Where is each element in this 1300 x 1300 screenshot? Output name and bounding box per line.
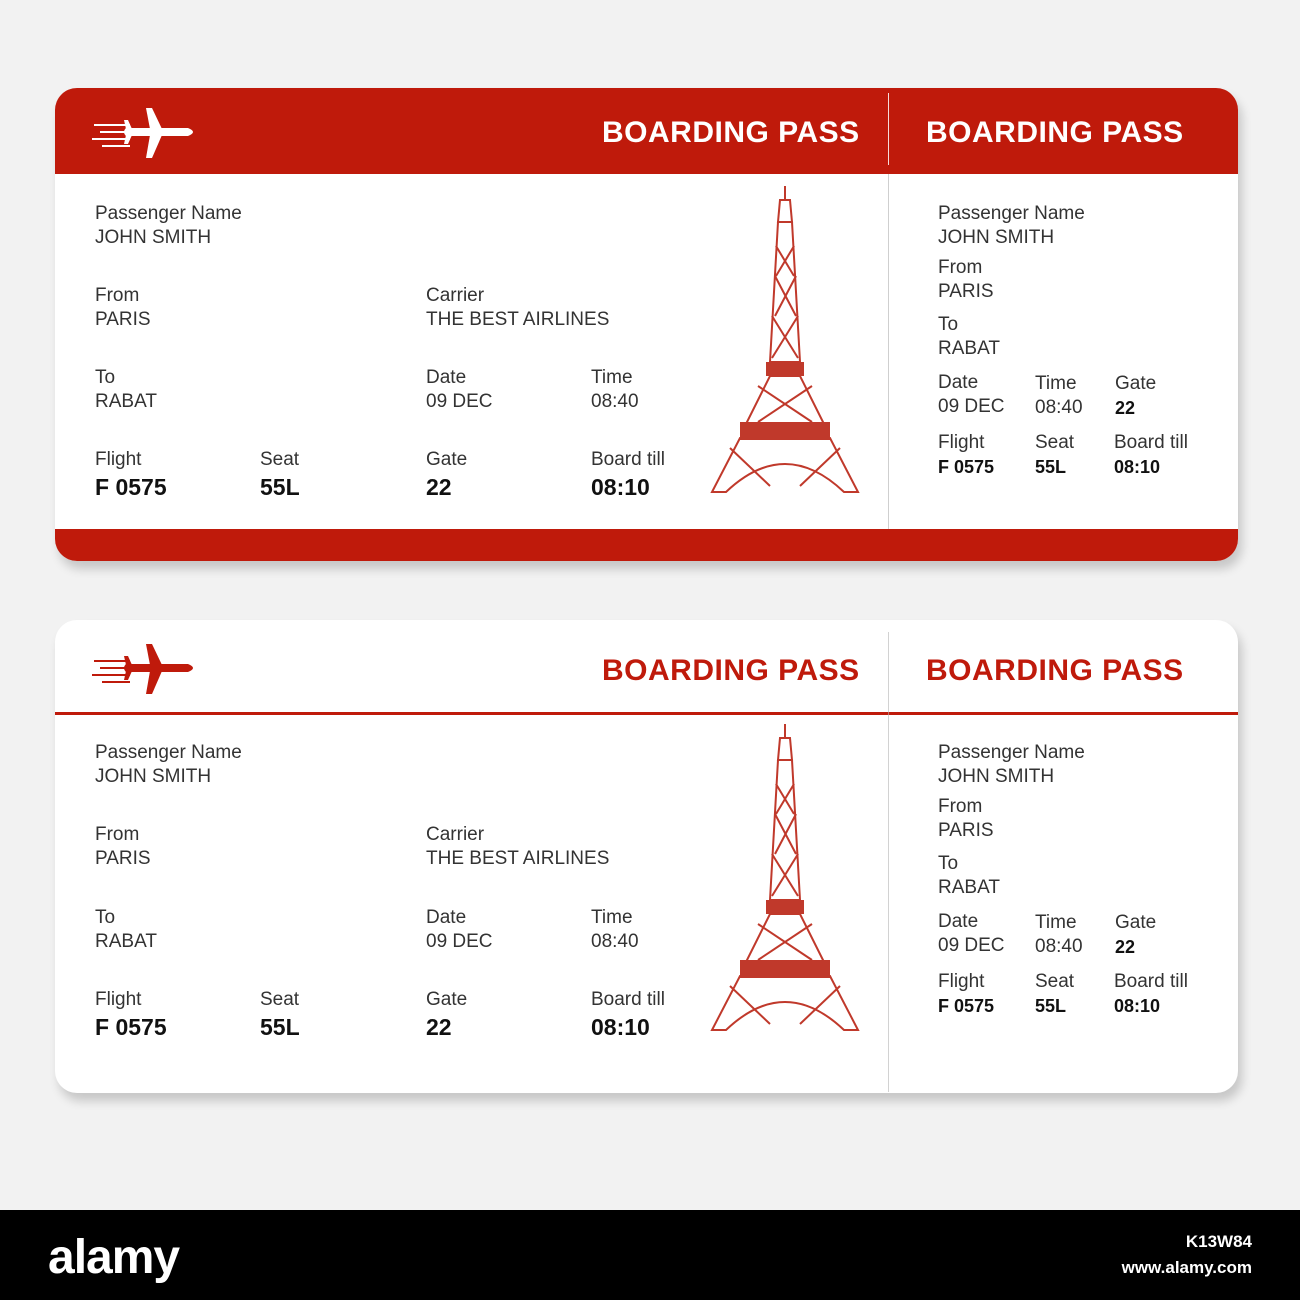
- stub-from-label: From: [938, 796, 983, 817]
- stub-time-value: 08:40: [1035, 397, 1083, 418]
- stub-to-label: To: [938, 853, 959, 874]
- date-value: 09 DEC: [426, 931, 493, 952]
- to-value: RABAT: [95, 391, 157, 412]
- flight-value: F 0575: [95, 1014, 167, 1040]
- stub-from-field: [938, 256, 994, 304]
- carrier-value: THE BEST AIRLINES: [426, 309, 610, 330]
- from-field: [95, 823, 151, 871]
- stub-passenger-value: JOHN SMITH: [938, 227, 1055, 248]
- date-field: [426, 366, 493, 414]
- stub-date-value: 09 DEC: [938, 396, 1005, 417]
- stub-flight-label: Flight: [938, 971, 985, 992]
- stub-passenger-field: [938, 741, 1085, 789]
- stub-date-field: [938, 910, 1005, 958]
- image-id: K13W84: [1185, 1232, 1252, 1251]
- carrier-label: Carrier: [426, 824, 485, 845]
- boarding-pass-red: [55, 88, 1238, 561]
- stub-passenger-label: Passenger Name: [938, 203, 1085, 224]
- stub-seat-label: Seat: [1035, 432, 1075, 453]
- time-label: Time: [591, 367, 633, 388]
- stub-date-field: [938, 371, 1005, 419]
- gate-field: [426, 988, 467, 1042]
- to-field: [95, 906, 157, 954]
- stub-seat-value: 55L: [1035, 457, 1067, 477]
- carrier-value: THE BEST AIRLINES: [426, 848, 610, 869]
- gate-field: [426, 448, 467, 502]
- stub-to-label: To: [938, 314, 959, 335]
- gate-value: 22: [426, 1014, 452, 1040]
- passenger-value: JOHN SMITH: [95, 766, 212, 787]
- stub-time-label: Time: [1035, 373, 1077, 394]
- carrier-field: [426, 284, 609, 332]
- stub-passenger-value: JOHN SMITH: [938, 766, 1055, 787]
- board-till-field: [591, 448, 665, 502]
- passenger-field: [95, 202, 242, 250]
- time-value: 08:40: [591, 931, 639, 952]
- stub-board-till-field: [1114, 970, 1188, 1018]
- board-till-label: Board till: [591, 449, 665, 470]
- stub-gate-label: Gate: [1115, 373, 1157, 394]
- passenger-field: [95, 741, 242, 789]
- eiffel-tower-icon: [710, 186, 860, 498]
- plane-icon: [90, 98, 200, 168]
- flight-field: [95, 448, 167, 502]
- stub-from-value: PARIS: [938, 281, 994, 302]
- eiffel-tower-icon: [710, 724, 860, 1036]
- from-label: From: [95, 824, 140, 845]
- to-field: [95, 366, 157, 414]
- boarding-pass-stub-title: BOARDING PASS: [926, 116, 1184, 149]
- stub-seat-field: [1035, 431, 1074, 479]
- stub-to-value: RABAT: [938, 338, 1000, 359]
- stub-flight-field: [938, 431, 994, 479]
- stub-board-till-value: 08:10: [1114, 457, 1161, 477]
- stub-board-till-label: Board till: [1114, 971, 1188, 992]
- stub-gate-value: 22: [1115, 937, 1136, 957]
- boarding-pass-title: BOARDING PASS: [602, 654, 860, 687]
- seat-value: 55L: [260, 1014, 300, 1040]
- board-till-value: 08:10: [591, 1014, 650, 1040]
- stub-to-field: [938, 852, 1000, 900]
- stub-board-till-label: Board till: [1114, 432, 1188, 453]
- time-label: Time: [591, 907, 633, 928]
- gate-value: 22: [426, 474, 452, 500]
- date-label: Date: [426, 907, 467, 928]
- carrier-field: [426, 823, 609, 871]
- stub-flight-value: F 0575: [938, 457, 995, 477]
- alamy-logo: alamy: [48, 1231, 180, 1284]
- board-till-value: 08:10: [591, 474, 650, 500]
- to-label: To: [95, 367, 116, 388]
- stub-divider-header: [888, 93, 889, 165]
- time-field: [591, 906, 639, 954]
- ticket-header-line: [55, 712, 1238, 715]
- passenger-label: Passenger Name: [95, 742, 242, 763]
- flight-value: F 0575: [95, 474, 167, 500]
- date-field: [426, 906, 493, 954]
- passenger-value: JOHN SMITH: [95, 227, 212, 248]
- from-value: PARIS: [95, 309, 151, 330]
- stub-passenger-field: [938, 202, 1085, 250]
- stub-board-till-value: 08:10: [1114, 996, 1161, 1016]
- stub-board-till-field: [1114, 431, 1188, 479]
- stub-seat-label: Seat: [1035, 971, 1075, 992]
- stub-time-value: 08:40: [1035, 936, 1083, 957]
- stub-flight-label: Flight: [938, 432, 985, 453]
- stub-time-label: Time: [1035, 912, 1077, 933]
- from-field: [95, 284, 151, 332]
- flight-label: Flight: [95, 449, 142, 470]
- stub-gate-value: 22: [1115, 398, 1136, 418]
- seat-label: Seat: [260, 989, 300, 1010]
- ticket-footer-bar: [55, 529, 1238, 561]
- boarding-pass-stub-title: BOARDING PASS: [926, 654, 1184, 687]
- from-label: From: [95, 285, 140, 306]
- stub-seat-field: [1035, 970, 1074, 1018]
- stub-date-label: Date: [938, 911, 979, 932]
- stub-gate-label: Gate: [1115, 912, 1157, 933]
- seat-field: [260, 448, 300, 502]
- site-url: www.alamy.com: [1121, 1258, 1252, 1277]
- stub-time-field: [1035, 911, 1083, 959]
- stub-to-value: RABAT: [938, 877, 1000, 898]
- flight-field: [95, 988, 167, 1042]
- stub-divider: [888, 632, 889, 1092]
- gate-label: Gate: [426, 449, 468, 470]
- passenger-label: Passenger Name: [95, 203, 242, 224]
- stub-seat-value: 55L: [1035, 996, 1067, 1016]
- stub-from-label: From: [938, 257, 983, 278]
- plane-icon: [90, 634, 200, 704]
- stub-from-value: PARIS: [938, 820, 994, 841]
- stub-date-label: Date: [938, 372, 979, 393]
- watermark-bar: [0, 1210, 1300, 1300]
- boarding-pass-title: BOARDING PASS: [602, 116, 860, 149]
- stub-passenger-label: Passenger Name: [938, 742, 1085, 763]
- gate-label: Gate: [426, 989, 468, 1010]
- stub-to-field: [938, 313, 1000, 361]
- time-field: [591, 366, 639, 414]
- to-value: RABAT: [95, 931, 157, 952]
- board-till-field: [591, 988, 665, 1042]
- to-label: To: [95, 907, 116, 928]
- stub-gate-field: [1115, 372, 1156, 420]
- date-value: 09 DEC: [426, 391, 493, 412]
- seat-value: 55L: [260, 474, 300, 500]
- time-value: 08:40: [591, 391, 639, 412]
- stub-divider: [888, 174, 889, 529]
- date-label: Date: [426, 367, 467, 388]
- stub-date-value: 09 DEC: [938, 935, 1005, 956]
- stub-gate-field: [1115, 911, 1156, 959]
- from-value: PARIS: [95, 848, 151, 869]
- stub-flight-field: [938, 970, 994, 1018]
- board-till-label: Board till: [591, 989, 665, 1010]
- carrier-label: Carrier: [426, 285, 485, 306]
- flight-label: Flight: [95, 989, 142, 1010]
- stub-flight-value: F 0575: [938, 996, 995, 1016]
- seat-field: [260, 988, 300, 1042]
- stub-time-field: [1035, 372, 1083, 420]
- stub-from-field: [938, 795, 994, 843]
- boarding-pass-white: [55, 620, 1238, 1093]
- seat-label: Seat: [260, 449, 300, 470]
